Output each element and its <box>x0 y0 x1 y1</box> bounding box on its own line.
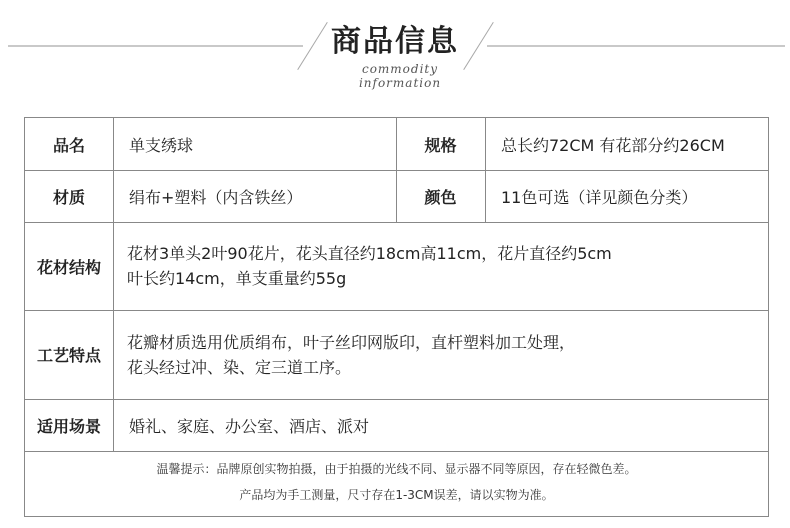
usage-label: 适用场景 <box>36 416 101 436</box>
name-label: 品名 <box>52 135 85 155</box>
material-label: 材质 <box>52 187 85 207</box>
spec-label: 规格 <box>424 135 457 155</box>
row-divider <box>25 451 768 452</box>
section-title: 商品信息 <box>331 24 459 59</box>
structure-value <box>113 222 770 310</box>
spec-value: 总长约72CM 有花部分约26CM <box>501 135 725 155</box>
header-left-rule <box>8 45 303 47</box>
material-value: 绢布+塑料（内含铁丝） <box>129 187 303 207</box>
section-subtitle: commodity information <box>358 62 442 90</box>
product-info-table <box>24 117 769 517</box>
note-line-2: 产品均为手工测量，尺寸存在1-3CM误差，请以实物为准。 <box>239 488 554 502</box>
color-label: 颜色 <box>424 187 457 207</box>
structure-line-1: 花材3单头2叶90花片，花头直径约18cm高11cm，花片直径约5cm <box>127 244 612 263</box>
usage-value: 婚礼、家庭、办公室、酒店、派对 <box>129 416 370 436</box>
craft-value <box>113 310 770 399</box>
color-value: 11色可选（详见颜色分类） <box>501 187 698 207</box>
craft-line-1: 花瓣材质选用优质绢布，叶子丝印网版印，直杆塑料加工处理， <box>127 332 576 352</box>
section-header <box>0 0 790 90</box>
craft-label: 工艺特点 <box>36 346 101 365</box>
structure-label: 花材结构 <box>36 257 101 277</box>
structure-line-2: 叶长约14cm，单支重量约55g <box>127 269 347 288</box>
note-line-1: 温馨提示：品牌原创实物拍摄，由于拍摄的光线不同、显示器不同等原因，存在轻微色差。 <box>156 462 637 476</box>
header-right-rule <box>487 45 785 47</box>
name-value: 单支绣球 <box>129 135 194 155</box>
craft-line-2: 花头经过冲、染、定三道工序。 <box>127 357 352 377</box>
